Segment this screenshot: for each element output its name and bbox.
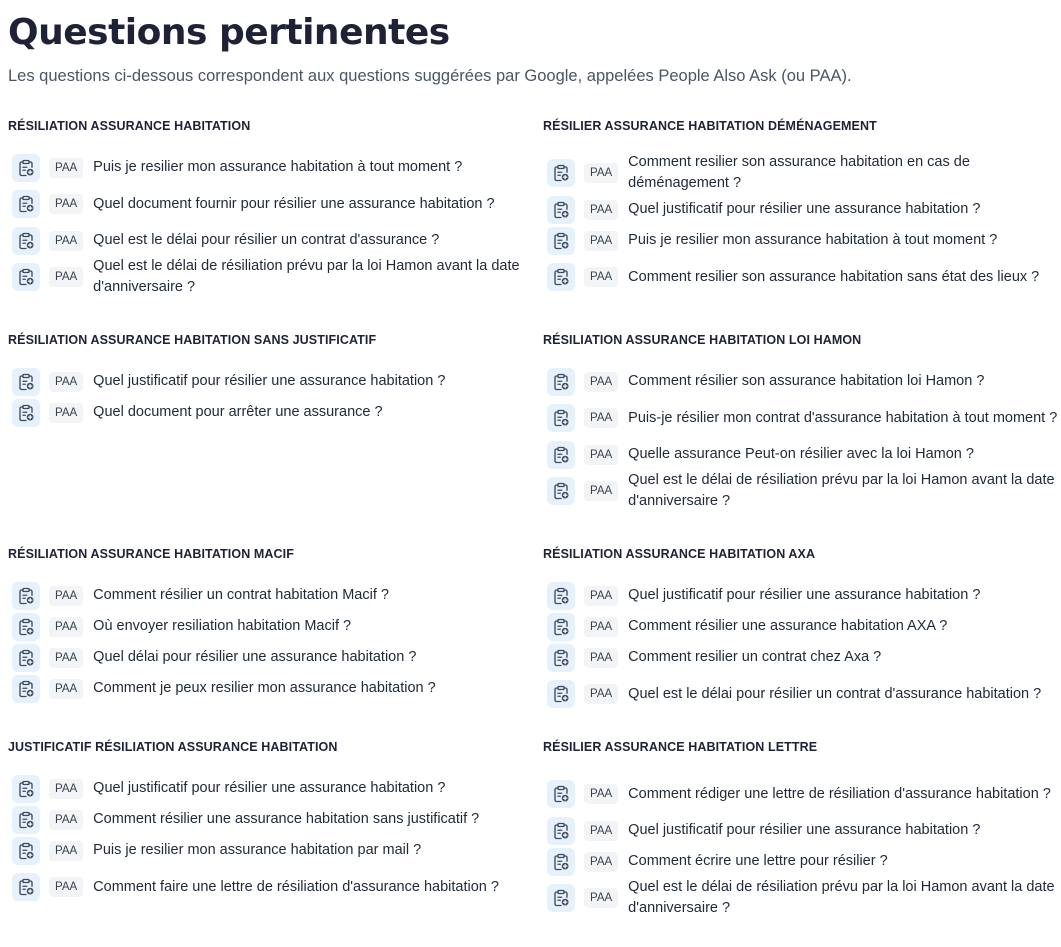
question-group [8,332,523,428]
group-title: RÉSILIER ASSURANCE HABITATION LETTRE [543,740,818,754]
clipboard-plus-icon[interactable] [12,775,40,803]
paa-badge: PAA [49,586,83,606]
question-group [543,739,1058,919]
paa-badge: PAA [49,158,83,178]
question-item [543,877,1058,919]
question-item [543,366,1058,397]
question-item [543,673,1058,715]
question-item [543,611,1058,642]
clipboard-plus-icon[interactable] [12,368,40,396]
question-text: Quel justificatif pour résilier une assurance habitation ? [628,587,981,603]
paa-badge: PAA [49,231,83,251]
paa-badge: PAA [584,481,618,501]
paa-badge: PAA [49,841,83,861]
question-text: Comment résilier une assurance habitation AXA ? [628,618,948,634]
question-text: Comment résilier son assurance habitation loi Hamon ? [628,373,985,389]
question-text: Comment résilier une assurance habitation sans justificatif ? [93,811,480,827]
question-text: Comment je peux resilier mon assurance habitation ? [93,680,436,696]
question-text: Comment rédiger une lettre de résiliation d'assurance habitation ? [628,785,1051,802]
clipboard-plus-icon[interactable] [12,806,40,834]
question-text: Quel document fournir pour résilier une assurance habitation ? [93,195,495,212]
group-title: RÉSILIATION ASSURANCE HABITATION SANS JUSTIFICATIF [8,333,377,347]
question-text: Puis-je résilier mon contrat d'assurance habitation à tout moment ? [628,409,1058,426]
clipboard-plus-icon[interactable] [547,196,575,224]
question-item [8,256,523,298]
question-item [8,866,523,908]
question-text: Quel délai pour résilier une assurance habitation ? [93,649,417,665]
question-text: Quel est le délai de résiliation prévu par la loi Hamon avant la date d'anniversaire ? [628,879,1055,916]
clipboard-plus-icon[interactable] [547,680,575,708]
clipboard-plus-icon[interactable] [547,159,575,187]
question-text: Comment resilier un contrat chez Axa ? [628,649,882,665]
group-title: RÉSILIATION ASSURANCE HABITATION LOI HAMON [543,333,862,347]
question-group [8,739,523,908]
question-group [543,118,1058,298]
question-text: Quelle assurance Peut-on résilier avec la loi Hamon ? [628,446,974,462]
paa-badge: PAA [584,617,618,637]
paa-badge: PAA [584,267,618,287]
paa-badge: PAA [49,779,83,799]
group-title: RÉSILIATION ASSURANCE HABITATION MACIF [8,547,294,561]
question-item [8,804,523,835]
question-item [543,470,1058,512]
paa-badge: PAA [584,852,618,872]
clipboard-plus-icon[interactable] [547,884,575,912]
clipboard-plus-icon[interactable] [547,848,575,876]
paa-badge: PAA [584,586,618,606]
clipboard-plus-icon[interactable] [12,263,40,291]
question-text: Quel est le délai de résiliation prévu par la loi Hamon avant la date d'anniversaire ? [93,258,520,295]
paa-badge: PAA [584,784,618,804]
clipboard-plus-icon[interactable] [547,582,575,610]
clipboard-plus-icon[interactable] [12,582,40,610]
paa-badge: PAA [49,810,83,830]
question-item [543,194,1058,225]
question-group [543,332,1058,512]
clipboard-plus-icon[interactable] [547,780,575,808]
question-item [8,642,523,673]
question-item [8,835,523,866]
question-text: Puis je resilier mon assurance habitation à tout moment ? [93,159,463,175]
question-item [8,580,523,611]
page-title: Questions pertinentes [8,12,450,53]
question-text: Comment faire une lettre de résiliation d'assurance habitation ? [93,878,499,895]
paa-badge: PAA [584,821,618,841]
paa-badge: PAA [584,163,618,183]
question-item [543,225,1058,256]
question-item [543,580,1058,611]
paa-badge: PAA [584,200,618,220]
question-item [8,673,523,704]
clipboard-plus-icon[interactable] [12,154,40,182]
question-text: Quel justificatif pour résilier une assurance habitation ? [628,201,981,217]
clipboard-plus-icon[interactable] [547,368,575,396]
paa-badge: PAA [584,408,618,428]
question-text: Quel document pour arrêter une assurance ? [93,404,383,420]
question-group [8,118,523,298]
question-item [8,773,523,804]
paa-badge: PAA [49,403,83,423]
paa-badge: PAA [49,267,83,287]
page-subtitle: Les questions ci-dessous correspondent aux questions suggérées par Google, appelées People Also Ask (ou PAA). [8,67,852,85]
clipboard-plus-icon[interactable] [547,644,575,672]
question-item [543,815,1058,846]
question-text: Quel justificatif pour résilier une assurance habitation ? [628,822,981,838]
clipboard-plus-icon[interactable] [12,837,40,865]
paa-badge: PAA [49,877,83,897]
paa-badge: PAA [49,617,83,637]
question-text: Où envoyer resiliation habitation Macif ? [93,618,352,634]
paa-badge: PAA [584,888,618,908]
question-item [8,611,523,642]
question-text: Comment écrire une lettre pour résilier ? [628,853,888,869]
question-group [543,546,1058,715]
clipboard-plus-icon[interactable] [12,675,40,703]
question-group [8,546,523,704]
question-text: Quel est le délai de résiliation prévu par la loi Hamon avant la date d'anniversaire ? [628,472,1055,509]
paa-badge: PAA [49,194,83,214]
question-item [8,183,523,225]
question-text: Puis je resilier mon assurance habitation à tout moment ? [628,232,998,248]
paa-badge: PAA [584,648,618,668]
question-text: Comment resilier son assurance habitation sans état des lieux ? [628,268,1040,285]
group-title: RÉSILIATION ASSURANCE HABITATION AXA [543,547,816,561]
question-item [543,439,1058,470]
paa-badge: PAA [49,648,83,668]
question-text: Quel justificatif pour résilier une assurance habitation ? [93,373,446,389]
clipboard-plus-icon[interactable] [547,227,575,255]
question-item [543,642,1058,673]
clipboard-plus-icon[interactable] [12,190,40,218]
clipboard-plus-icon[interactable] [547,477,575,505]
group-title: RÉSILIER ASSURANCE HABITATION DÉMÉNAGEMENT [543,119,877,133]
paa-badge: PAA [584,684,618,704]
question-text: Comment resilier son assurance habitation en cas de déménagement ? [628,154,970,191]
question-item [8,397,523,428]
clipboard-plus-icon[interactable] [547,404,575,432]
clipboard-plus-icon[interactable] [547,441,575,469]
question-item [543,397,1058,439]
question-text: Quel est le délai pour résilier un contrat d'assurance habitation ? [628,685,1042,702]
question-item [543,773,1058,815]
clipboard-plus-icon[interactable] [547,817,575,845]
paa-badge: PAA [584,231,618,251]
clipboard-plus-icon[interactable] [547,613,575,641]
question-text: Comment résilier un contrat habitation Macif ? [93,587,389,603]
group-title: JUSTIFICATIF RÉSILIATION ASSURANCE HABITATION [8,740,338,754]
question-text: Quel justificatif pour résilier une assurance habitation ? [93,780,446,796]
clipboard-plus-icon[interactable] [12,613,40,641]
clipboard-plus-icon[interactable] [547,263,575,291]
clipboard-plus-icon[interactable] [12,227,40,255]
clipboard-plus-icon[interactable] [12,644,40,672]
question-text: Puis je resilier mon assurance habitation par mail ? [93,842,422,858]
paa-badge: PAA [584,372,618,392]
question-item [543,152,1058,194]
group-title: RÉSILIATION ASSURANCE HABITATION [8,119,251,133]
question-item [543,846,1058,877]
paa-badge: PAA [49,372,83,392]
clipboard-plus-icon[interactable] [12,873,40,901]
paa-badge: PAA [49,679,83,699]
question-item [8,152,523,183]
question-item [8,225,523,256]
question-text: Quel est le délai pour résilier un contrat d'assurance ? [93,232,440,248]
question-item [8,366,523,397]
clipboard-plus-icon[interactable] [12,399,40,427]
question-item [543,256,1058,298]
paa-badge: PAA [584,445,618,465]
